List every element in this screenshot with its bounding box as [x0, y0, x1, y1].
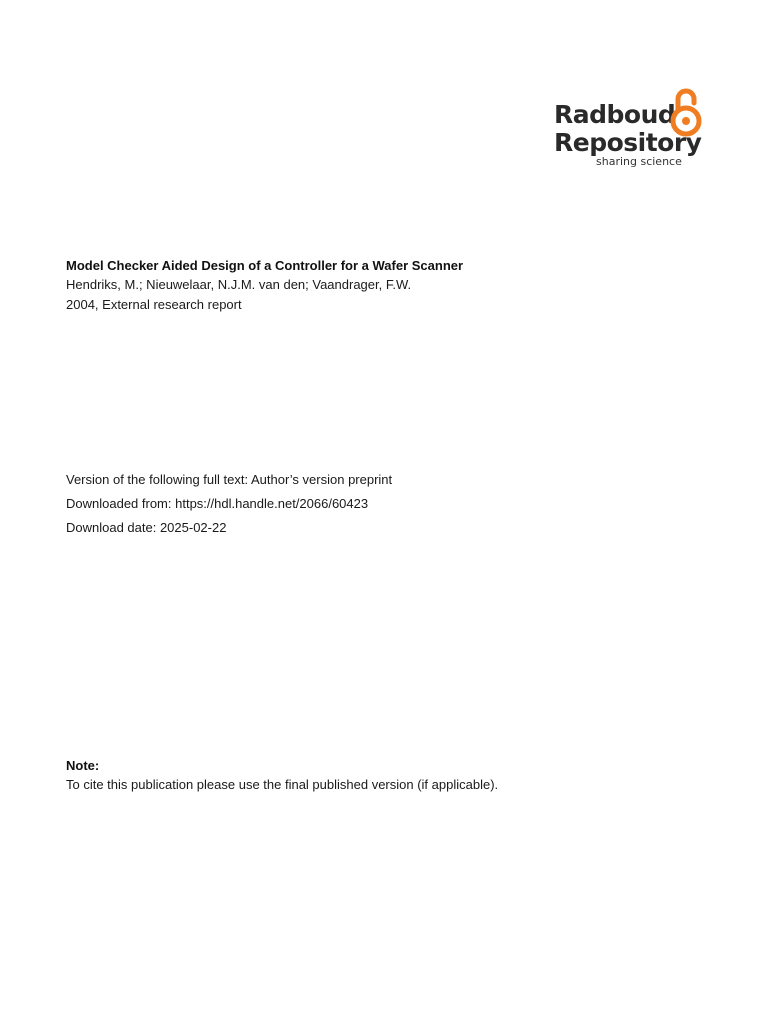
downloaded-from-line: Downloaded from: https://hdl.handle.net/2066/60423	[66, 496, 369, 511]
publication-year-type: 2004, External research report	[66, 297, 242, 312]
open-access-lock-icon	[668, 88, 704, 138]
version-line: Version of the following full text: Author’s version preprint	[66, 472, 393, 487]
logo-tagline: sharing science	[596, 155, 682, 168]
note-label: Note:	[66, 758, 100, 773]
version-info	[66, 468, 726, 540]
note-text: To cite this publication please use the final published version (if applicable).	[66, 777, 499, 792]
publication-title: Model Checker Aided Design of a Controller for a Wafer Scanner	[66, 258, 464, 273]
record-metadata	[66, 256, 726, 315]
citation-note	[66, 756, 726, 795]
radboud-repository-logo	[554, 88, 706, 170]
publication-authors: Hendriks, M.; Nieuwelaar, N.J.M. van den; Vaandrager, F.W.	[66, 277, 412, 292]
logo-word-repository: Repository	[554, 128, 702, 157]
download-date-line: Download date: 2025-02-22	[66, 520, 227, 535]
logo-word-radboud: Radboud	[554, 100, 676, 129]
